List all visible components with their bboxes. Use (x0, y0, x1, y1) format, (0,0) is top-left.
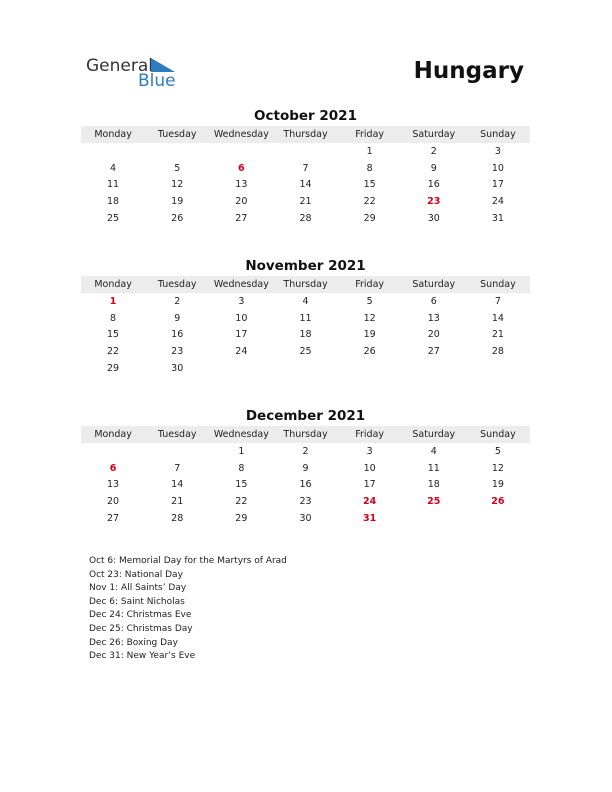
day-cell: 12 (363, 312, 376, 324)
weekday-header: Tuesday (145, 276, 209, 293)
day-cell: 30 (171, 362, 184, 374)
day-cell: 3 (494, 145, 501, 157)
day-cell: 8 (238, 462, 245, 474)
month-october (81, 106, 530, 226)
day-cell: 26 (491, 495, 505, 507)
day-cell: 7 (494, 295, 501, 307)
empty-day-cell (273, 143, 337, 160)
day-cell: 29 (107, 362, 120, 374)
weekday-header: Wednesday (209, 426, 273, 443)
empty-day-cell (209, 143, 273, 160)
week-row (81, 360, 530, 377)
day-cell: 13 (427, 312, 440, 324)
month-december (81, 406, 530, 526)
weekday-header: Saturday (402, 126, 466, 143)
holiday-list-item: Dec 6: Saint Nicholas (89, 596, 185, 607)
day-cell: 24 (235, 345, 248, 357)
logo-word-blue: Blue (138, 71, 176, 91)
day-cell: 2 (302, 445, 309, 457)
day-cell: 23 (171, 345, 184, 357)
day-cell: 4 (110, 162, 117, 174)
weekday-header: Monday (81, 426, 145, 443)
day-cell: 22 (235, 495, 248, 507)
day-cell: 16 (299, 479, 312, 491)
week-row (81, 343, 530, 360)
empty-day-cell (402, 360, 466, 377)
weekday-header: Tuesday (145, 126, 209, 143)
empty-day-cell (466, 360, 530, 377)
weekday-header: Friday (338, 276, 402, 293)
day-cell: 3 (238, 295, 245, 307)
weekday-header-row (81, 126, 530, 143)
empty-day-cell (402, 510, 466, 527)
day-cell: 20 (235, 195, 248, 207)
day-cell: 1 (109, 295, 117, 307)
day-cell: 18 (107, 195, 120, 207)
holiday-list-item: Nov 1: All Saints’ Day (89, 583, 187, 594)
day-cell: 11 (299, 312, 312, 324)
day-cell: 10 (235, 312, 248, 324)
day-cell: 27 (427, 345, 440, 357)
weekday-header: Thursday (273, 426, 337, 443)
weekday-header: Wednesday (209, 276, 273, 293)
day-cell: 31 (491, 212, 504, 224)
day-cell: 16 (427, 179, 440, 191)
day-cell: 22 (107, 345, 120, 357)
empty-day-cell (466, 510, 530, 527)
holiday-list-item: Dec 24: Christmas Eve (89, 610, 192, 621)
day-cell: 9 (302, 462, 309, 474)
day-cell: 21 (299, 195, 312, 207)
calendar-grid (81, 126, 530, 226)
day-cell: 9 (174, 312, 181, 324)
day-cell: 11 (427, 462, 440, 474)
empty-day-cell (338, 360, 402, 377)
day-cell: 25 (107, 212, 120, 224)
day-cell: 4 (302, 295, 309, 307)
weekday-header-row (81, 276, 530, 293)
day-cell: 30 (299, 512, 312, 524)
calendar-grid (81, 426, 530, 526)
weekday-header: Sunday (466, 126, 530, 143)
day-cell: 3 (366, 445, 373, 457)
day-cell: 2 (430, 145, 437, 157)
day-cell: 8 (110, 312, 117, 324)
week-row (81, 326, 530, 343)
day-cell: 31 (363, 512, 377, 524)
empty-day-cell (145, 143, 209, 160)
week-row (81, 293, 530, 310)
day-cell: 24 (491, 195, 504, 207)
weekday-header: Tuesday (145, 426, 209, 443)
day-cell: 20 (427, 329, 440, 341)
empty-day-cell (145, 443, 209, 460)
day-cell: 24 (363, 495, 377, 507)
week-row (81, 443, 530, 460)
day-cell: 29 (235, 512, 248, 524)
calendar-grid (81, 276, 530, 376)
weekday-header: Sunday (466, 276, 530, 293)
day-cell: 28 (299, 212, 312, 224)
day-cell: 11 (107, 179, 120, 191)
day-cell: 14 (171, 479, 184, 491)
day-cell: 1 (238, 445, 245, 457)
country-title: Hungary (413, 58, 524, 84)
day-cell: 28 (491, 345, 504, 357)
weekday-header: Saturday (402, 426, 466, 443)
empty-day-cell (81, 443, 145, 460)
week-row (81, 493, 530, 510)
day-cell: 7 (174, 462, 181, 474)
day-cell: 2 (174, 295, 181, 307)
day-cell: 10 (491, 162, 504, 174)
weekday-header: Thursday (273, 126, 337, 143)
week-row (81, 476, 530, 493)
day-cell: 15 (235, 479, 248, 491)
day-cell: 18 (299, 329, 312, 341)
day-cell: 15 (107, 329, 120, 341)
day-cell: 19 (363, 329, 376, 341)
holiday-list-item: Oct 6: Memorial Day for the Martyrs of Arad (89, 556, 287, 566)
day-cell: 28 (171, 512, 184, 524)
day-cell: 9 (430, 162, 437, 174)
weekday-header: Monday (81, 126, 145, 143)
week-row (81, 510, 530, 527)
month-title: November 2021 (245, 258, 366, 274)
day-cell: 18 (427, 479, 440, 491)
weekday-header: Monday (81, 276, 145, 293)
month-title: October 2021 (254, 108, 357, 124)
day-cell: 21 (491, 329, 504, 341)
holiday-list-item: Dec 26: Boxing Day (89, 637, 178, 648)
day-cell: 10 (363, 462, 376, 474)
week-row (81, 160, 530, 177)
weekday-header: Wednesday (209, 126, 273, 143)
day-cell: 17 (235, 329, 248, 341)
week-row (81, 143, 530, 160)
day-cell: 5 (366, 295, 373, 307)
empty-day-cell (273, 360, 337, 377)
day-cell: 27 (235, 212, 248, 224)
logo-word-general: General (86, 56, 153, 76)
empty-day-cell (209, 360, 273, 377)
day-cell: 12 (171, 179, 184, 191)
weekday-header: Saturday (402, 276, 466, 293)
day-cell: 6 (430, 295, 437, 307)
day-cell: 17 (363, 479, 376, 491)
week-row (81, 193, 530, 210)
day-cell: 15 (363, 179, 376, 191)
holiday-list-item: Dec 31: New Year’s Eve (89, 651, 196, 662)
day-cell: 1 (366, 145, 373, 157)
day-cell: 29 (363, 212, 376, 224)
day-cell: 21 (171, 495, 184, 507)
day-cell: 5 (494, 445, 501, 457)
weekday-header: Friday (338, 126, 402, 143)
day-cell: 30 (427, 212, 440, 224)
day-cell: 12 (491, 462, 504, 474)
day-cell: 20 (107, 495, 120, 507)
logo-triangle-icon (151, 58, 175, 72)
day-cell: 14 (491, 312, 504, 324)
day-cell: 8 (366, 162, 373, 174)
holiday-list (89, 555, 287, 664)
week-row (81, 460, 530, 477)
day-cell: 27 (107, 512, 120, 524)
weekday-header: Thursday (273, 276, 337, 293)
day-cell: 25 (427, 495, 441, 507)
weekday-header-row (81, 426, 530, 443)
day-cell: 19 (491, 479, 504, 491)
day-cell: 7 (302, 162, 309, 174)
month-title: December 2021 (245, 408, 366, 424)
week-row (81, 310, 530, 327)
week-row (81, 210, 530, 227)
holiday-list-item: Dec 25: Christmas Day (89, 623, 193, 634)
day-cell: 14 (299, 179, 312, 191)
day-cell: 23 (427, 195, 441, 207)
day-cell: 26 (363, 345, 376, 357)
empty-day-cell (81, 143, 145, 160)
day-cell: 13 (107, 479, 120, 491)
generalblue-logo (86, 56, 186, 92)
day-cell: 13 (235, 179, 248, 191)
day-cell: 6 (238, 162, 245, 174)
day-cell: 6 (109, 462, 117, 474)
day-cell: 16 (171, 329, 184, 341)
holiday-list-item: Oct 23: National Day (89, 569, 183, 580)
month-november (81, 256, 530, 376)
day-cell: 23 (299, 495, 312, 507)
day-cell: 17 (491, 179, 504, 191)
day-cell: 5 (174, 162, 181, 174)
week-row (81, 176, 530, 193)
weekday-header: Friday (338, 426, 402, 443)
weekday-header: Sunday (466, 426, 530, 443)
day-cell: 4 (430, 445, 437, 457)
day-cell: 22 (363, 195, 376, 207)
day-cell: 26 (171, 212, 184, 224)
day-cell: 25 (299, 345, 312, 357)
day-cell: 19 (171, 195, 184, 207)
